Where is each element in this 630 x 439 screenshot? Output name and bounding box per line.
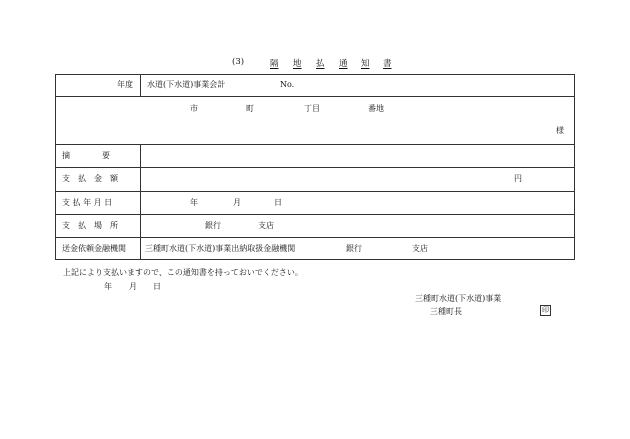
mayor-title: 三種町長 [430, 307, 462, 316]
address-chome: 丁目 [304, 104, 320, 113]
row-divider [55, 237, 575, 238]
row-divider [55, 144, 575, 145]
bank-name: 銀行 [346, 244, 362, 253]
row-divider [55, 167, 575, 168]
title-char-6: 書 [383, 59, 392, 69]
amount-unit: 円 [514, 174, 522, 183]
row-divider [55, 191, 575, 192]
address-city: 市 [190, 104, 198, 113]
label-column-divider [140, 74, 141, 96]
amount-label: 支 払 金 額 [62, 174, 118, 183]
address-sama: 様 [556, 126, 564, 135]
place-bank: 銀行 [205, 221, 221, 230]
title-char-1: 隔 [270, 59, 279, 69]
notice-text: 上記により支払いますので、この通知書を持っておいでください。 [63, 268, 303, 277]
account-name: 水道(下水道)事業会計 [147, 80, 226, 89]
document-title [0, 57, 630, 69]
footer-day: 日 [153, 282, 161, 291]
row-divider [55, 214, 575, 215]
date-month: 月 [233, 198, 241, 207]
footer-month: 月 [129, 282, 137, 291]
place-branch: 支店 [258, 221, 274, 230]
address-town: 町 [246, 104, 254, 113]
date-day: 日 [274, 198, 282, 207]
issuer-name: 三種町水道(下水道)事業 [415, 294, 502, 303]
payment-date-label: 支 払 年 月 日 [62, 198, 113, 207]
bank-branch: 支店 [412, 244, 428, 253]
title-char-3: 払 [316, 59, 325, 69]
title-char-2: 地 [293, 59, 302, 69]
year-label: 年度 [117, 80, 133, 89]
footer-year: 年 [104, 282, 112, 291]
payment-place-label: 支 払 場 所 [62, 221, 118, 230]
remit-bank-label: 送金依頼金融機関 [62, 244, 126, 253]
date-year: 年 [190, 198, 198, 207]
address-banchi: 番地 [368, 104, 384, 113]
title-number: (3) [232, 57, 245, 67]
row-divider [55, 96, 575, 97]
label-column-divider [140, 144, 141, 260]
seal-box: 印 [542, 306, 549, 314]
summary-label: 摘 要 [62, 151, 110, 160]
title-char-4: 通 [339, 59, 348, 69]
bank-institution: 三種町水道(下水道)事業出納取扱金融機関 [145, 244, 296, 253]
number-label: No. [280, 80, 295, 89]
title-char-5: 知 [361, 59, 370, 69]
